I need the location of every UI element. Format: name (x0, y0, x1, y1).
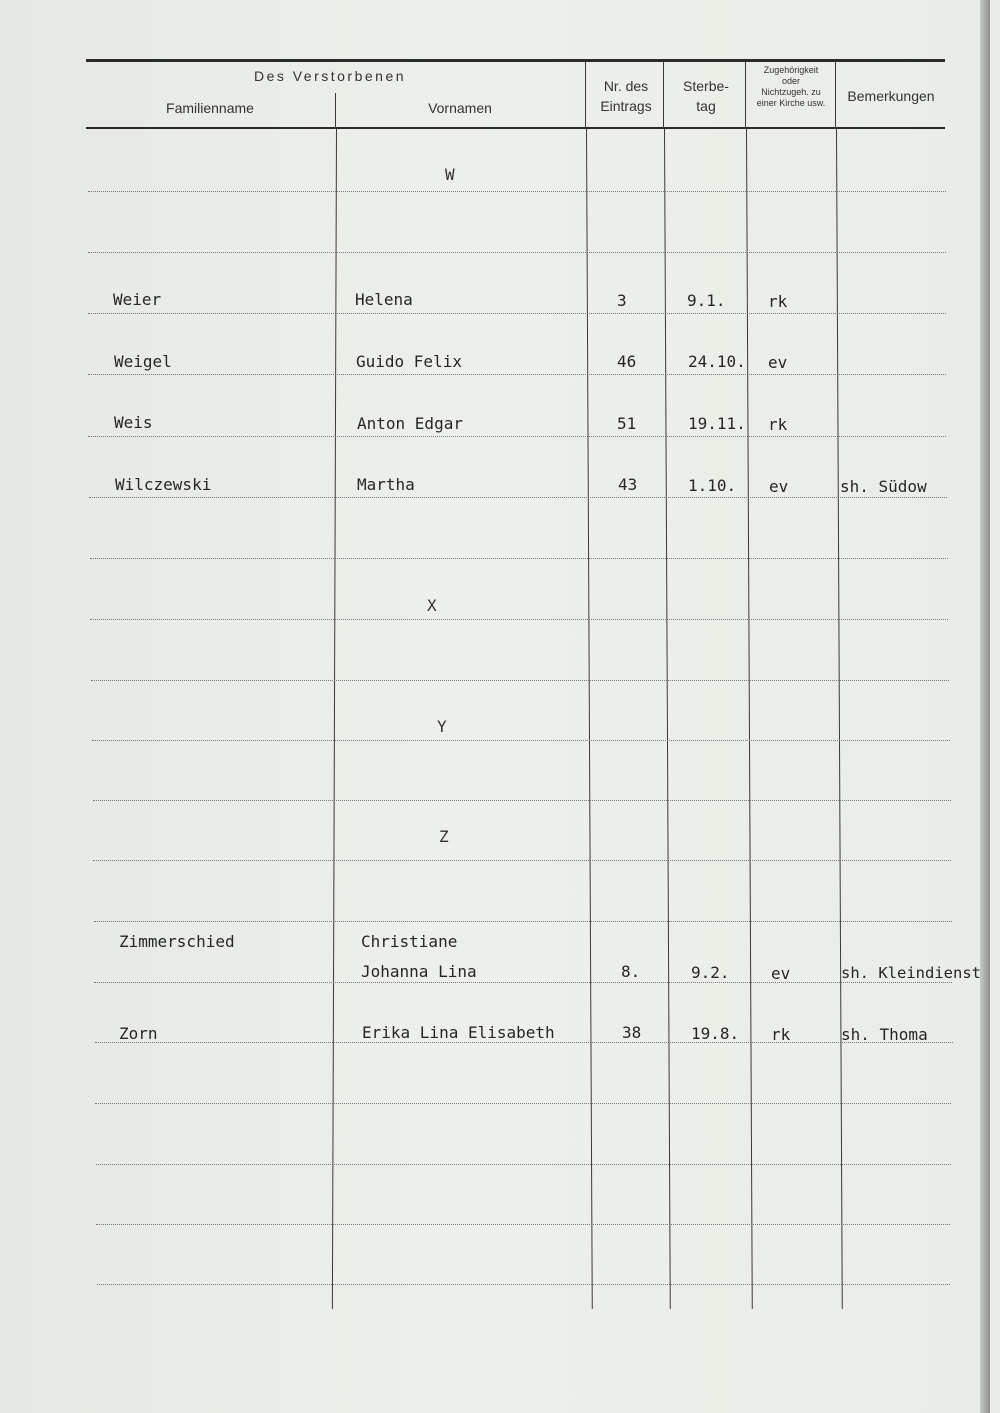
header-top-rule (86, 59, 945, 62)
page-edge (980, 0, 990, 1413)
row-wilczewski-surname: Wilczewski (115, 475, 212, 494)
row-weis-surname: Weis (114, 413, 153, 432)
row-line (96, 1164, 951, 1165)
header-firstnames: Vornamen (428, 100, 492, 116)
row-weigel-surname: Weigel (114, 352, 172, 371)
section-letter-z: Z (439, 827, 449, 846)
row-line (91, 680, 949, 681)
column-rule-entry (586, 129, 593, 1309)
header-death-line2: tag (696, 98, 716, 114)
row-zorn-remarks: sh. Thoma (841, 1025, 928, 1044)
row-line (97, 1284, 950, 1285)
header-remarks: Bemerkungen (847, 88, 935, 104)
column-rule-surname (332, 129, 337, 1309)
section-letter-y: Y (437, 717, 447, 736)
row-line (93, 860, 951, 861)
row-weigel-firstnames: Guido Felix (356, 352, 462, 371)
row-zimmerschied-church: ev (771, 964, 791, 983)
header-group-title: Des Verstorbenen (253, 68, 407, 84)
row-zorn-firstnames: Erika Lina Elisabeth (362, 1023, 555, 1042)
row-line (88, 191, 946, 192)
header-divider-remarks (835, 61, 836, 129)
row-zimmerschied-entry: 8. (621, 962, 641, 981)
row-line (95, 1042, 953, 1043)
row-line (95, 1103, 951, 1104)
row-weis-entry: 51 (617, 414, 637, 433)
row-zorn-church: rk (771, 1025, 791, 1044)
row-line (88, 313, 946, 314)
column-rule-death (664, 129, 671, 1309)
header-divider-surname (335, 93, 336, 129)
header-divider-death (663, 61, 664, 129)
row-wilczewski-entry: 43 (618, 475, 638, 494)
row-line (88, 252, 946, 253)
header-church-line4: einer Kirche usw. (756, 98, 826, 108)
header-surname: Familienname (166, 100, 254, 116)
row-line (94, 921, 952, 922)
row-wilczewski-firstnames: Martha (357, 475, 415, 494)
section-letter-w: W (445, 165, 455, 184)
section-letter-x: X (427, 596, 437, 615)
header-church-line2: oder (781, 76, 800, 86)
row-zimmerschied-firstnames-2: Johanna Lina (361, 962, 477, 981)
row-weier-church: rk (768, 292, 788, 311)
row-weigel-entry: 46 (617, 352, 637, 371)
row-line (90, 619, 948, 620)
row-line (88, 436, 946, 437)
row-weigel-death: 24.10. (688, 352, 746, 371)
header-entry-line1: Nr. des (603, 78, 649, 94)
row-line (94, 982, 952, 983)
row-zimmerschied-firstnames-1: Christiane (361, 932, 458, 951)
row-wilczewski-death: 1.10. (688, 476, 737, 495)
header-entry-line2: Eintrags (600, 98, 652, 114)
row-zorn-surname: Zorn (119, 1024, 158, 1043)
header-death-line1: Sterbe- (683, 78, 729, 94)
row-zimmerschied-surname: Zimmerschied (119, 932, 235, 951)
row-weis-church: rk (768, 415, 788, 434)
row-line (89, 497, 947, 498)
header-church (746, 65, 836, 109)
row-weigel-church: ev (768, 353, 788, 372)
row-zorn-entry: 38 (622, 1023, 642, 1042)
row-weis-death: 19.11. (688, 414, 746, 433)
row-weier-entry: 3 (617, 291, 627, 310)
header-entry-number (588, 76, 664, 116)
row-zorn-death: 19.8. (691, 1024, 740, 1043)
header-divider-entry (585, 61, 586, 129)
header-divider-church (745, 61, 746, 129)
row-weier-death: 9.1. (687, 291, 726, 310)
row-weier-surname: Weier (113, 290, 162, 309)
header-church-line1: Zugehörigkeit (763, 65, 819, 75)
row-line (88, 374, 946, 375)
row-weier-firstnames: Helena (355, 290, 413, 309)
row-weis-firstnames: Anton Edgar (357, 414, 463, 433)
header-church-line3: Nichtzugeh. zu (761, 87, 821, 97)
row-wilczewski-remarks: sh. Südow (840, 477, 927, 496)
row-line (90, 558, 948, 559)
header-death-day (667, 76, 745, 116)
row-line (96, 1224, 950, 1225)
column-rule-church (746, 129, 753, 1309)
column-rule-remarks (836, 129, 843, 1309)
header-bottom-rule (86, 127, 945, 129)
row-wilczewski-church: ev (769, 477, 789, 496)
row-line (92, 740, 950, 741)
row-zimmerschied-remarks: sh. Kleindienst (841, 964, 981, 982)
row-line (93, 800, 951, 801)
row-zimmerschied-death: 9.2. (691, 963, 730, 982)
